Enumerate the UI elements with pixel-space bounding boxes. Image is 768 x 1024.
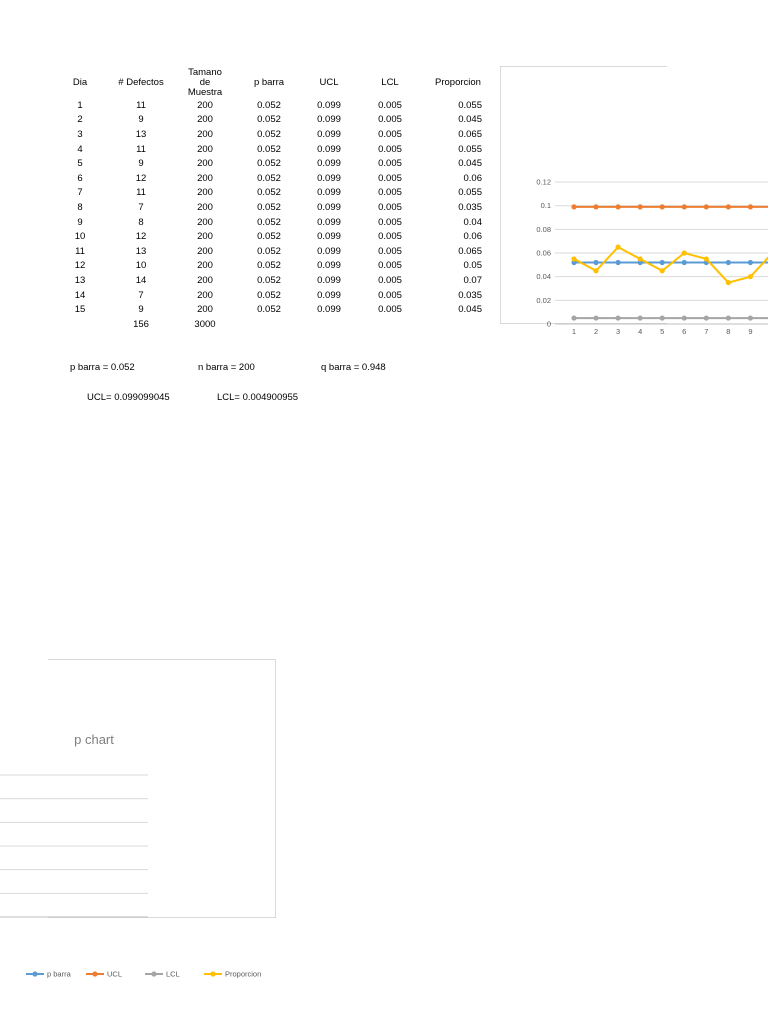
table-cell[interactable]: 0.052 xyxy=(257,114,281,126)
y-tick-label: 0.1 xyxy=(540,201,551,211)
table-cell[interactable]: 0.005 xyxy=(378,143,402,155)
table-cell[interactable]: 8 xyxy=(138,216,144,228)
data-point[interactable] xyxy=(593,260,598,265)
plot-group xyxy=(536,139,768,386)
data-point[interactable] xyxy=(726,260,731,265)
table-row xyxy=(62,127,482,142)
table-cell[interactable]: 14 xyxy=(135,274,147,286)
table-cell[interactable]: 2 xyxy=(77,114,83,126)
table-row xyxy=(62,302,482,317)
table-cell[interactable]: 12 xyxy=(74,260,86,272)
data-point[interactable] xyxy=(571,315,576,320)
table-cell[interactable]: 0.099 xyxy=(317,304,341,316)
y-tick-label: 0.04 xyxy=(536,272,551,282)
table-cell[interactable]: 0.005 xyxy=(378,216,402,228)
table-cell[interactable]: 0.04 xyxy=(463,216,482,228)
p-chart-part-2 xyxy=(47,660,276,979)
table-row xyxy=(62,113,482,128)
table-cell[interactable]: 14 xyxy=(74,289,86,301)
data-point[interactable] xyxy=(638,256,643,261)
table-cell[interactable]: 0.099 xyxy=(317,245,341,257)
table-cell[interactable]: 200 xyxy=(197,274,213,286)
table-cell[interactable] xyxy=(434,317,482,332)
table-cell[interactable]: 0.005 xyxy=(378,128,402,140)
table-cell[interactable]: 8 xyxy=(77,201,83,213)
table-cell[interactable]: 0.065 xyxy=(458,128,482,140)
legend-label: p barra xyxy=(47,969,71,979)
p-barra-calc: p barra = 0.052 xyxy=(70,362,135,373)
data-point[interactable] xyxy=(748,274,753,279)
data-point[interactable] xyxy=(748,315,753,320)
data-point[interactable] xyxy=(616,260,621,265)
table-cell[interactable]: 1 xyxy=(77,99,83,111)
chart-panel-left[interactable] xyxy=(47,659,276,979)
table-cell[interactable]: 0.005 xyxy=(378,231,402,243)
n-barra-calc: n barra = 200 xyxy=(198,362,255,373)
table-cell[interactable]: 200 xyxy=(197,128,213,140)
table-cell[interactable]: 0.052 xyxy=(257,231,281,243)
table-cell[interactable]: 156 xyxy=(133,318,149,330)
legend-marker xyxy=(92,971,97,976)
table-cell[interactable]: 3 xyxy=(77,128,83,140)
table-cell[interactable]: 12 xyxy=(135,172,147,184)
plot-group xyxy=(0,732,261,979)
table-cell[interactable]: 200 xyxy=(197,245,213,257)
header-tamano: Tamano de Muestra xyxy=(187,67,223,98)
table-row xyxy=(62,186,482,201)
legend-marker xyxy=(151,971,156,976)
table-header-row xyxy=(62,68,482,98)
data-point[interactable] xyxy=(748,204,753,209)
table-cell[interactable]: 0.05 xyxy=(463,260,482,272)
table-cell[interactable]: 0.052 xyxy=(257,143,281,155)
chart-panel-right[interactable] xyxy=(500,66,753,336)
data-point[interactable] xyxy=(660,315,665,320)
table-cell[interactable] xyxy=(312,317,346,332)
table-cell[interactable]: 0.005 xyxy=(378,245,402,257)
table-body xyxy=(62,98,482,332)
table-cell[interactable]: 200 xyxy=(197,187,213,199)
table-cell[interactable]: 0.052 xyxy=(257,172,281,184)
table-cell[interactable]: 13 xyxy=(135,128,147,140)
table-cell[interactable]: 0.052 xyxy=(257,216,281,228)
data-point[interactable] xyxy=(682,260,687,265)
x-tick-label: 9 xyxy=(748,327,753,336)
table-cell[interactable]: 10 xyxy=(135,260,147,272)
data-point[interactable] xyxy=(726,204,731,209)
legend-label: Proporcion xyxy=(225,969,262,979)
table-cell[interactable]: 7 xyxy=(77,187,83,199)
table-cell[interactable] xyxy=(226,317,312,332)
data-point[interactable] xyxy=(593,315,598,320)
table-cell[interactable]: 0.099 xyxy=(317,99,341,111)
table-row xyxy=(62,259,482,274)
table-cell[interactable]: 9 xyxy=(138,114,144,126)
table-cell[interactable]: 10 xyxy=(74,231,86,243)
table-cell[interactable]: 0.099 xyxy=(317,172,341,184)
table-cell[interactable]: 11 xyxy=(136,143,146,155)
table-cell[interactable]: 200 xyxy=(197,201,213,213)
y-tick-label: 0.02 xyxy=(536,295,551,305)
table-cell[interactable]: 0.005 xyxy=(378,187,402,199)
table-cell[interactable]: 13 xyxy=(135,245,147,257)
x-tick-label: 2 xyxy=(593,327,599,336)
data-point[interactable] xyxy=(571,256,576,261)
header-dia: Dia xyxy=(72,77,88,88)
data-point[interactable] xyxy=(682,315,687,320)
table-cell[interactable]: 0.099 xyxy=(317,274,341,286)
data-point[interactable] xyxy=(748,260,753,265)
legend-label: LCL xyxy=(166,969,180,979)
table-cell[interactable]: 200 xyxy=(197,114,213,126)
table-cell[interactable]: 0.052 xyxy=(257,260,281,272)
table-cell[interactable]: 0.052 xyxy=(257,289,281,301)
table-cell[interactable]: 0.052 xyxy=(257,201,281,213)
table-cell[interactable]: 0.06 xyxy=(463,231,482,243)
table-cell[interactable]: 0.005 xyxy=(378,260,402,272)
table-cell[interactable]: 12 xyxy=(135,231,147,243)
table-cell[interactable]: 0.035 xyxy=(458,289,482,301)
table-cell[interactable]: 0.052 xyxy=(257,245,281,257)
table-row xyxy=(62,200,482,215)
data-point[interactable] xyxy=(660,268,665,273)
table-cell[interactable]: 9 xyxy=(138,304,144,316)
table-cell[interactable]: 7 xyxy=(138,201,144,213)
table-cell[interactable]: 0.099 xyxy=(317,260,341,272)
data-point[interactable] xyxy=(616,245,621,250)
table-cell[interactable]: 0.052 xyxy=(257,128,281,140)
table-cell[interactable]: 200 xyxy=(197,158,213,170)
table-cell[interactable]: 0.005 xyxy=(378,304,402,316)
table-cell[interactable]: 0.099 xyxy=(317,201,341,213)
table-cell[interactable]: 11 xyxy=(136,187,146,199)
table-cell[interactable]: 0.005 xyxy=(378,114,402,126)
table-cell[interactable]: 200 xyxy=(197,260,213,272)
chart-title: p chart xyxy=(74,732,114,747)
table-cell[interactable]: 9 xyxy=(77,216,83,228)
table-cell[interactable]: 0.065 xyxy=(458,245,482,257)
x-tick-label: 8 xyxy=(726,327,731,336)
table-cell[interactable]: 0.055 xyxy=(458,99,482,111)
table-row xyxy=(62,142,482,157)
table-cell[interactable]: 200 xyxy=(197,172,213,184)
table-cell[interactable]: 0.005 xyxy=(378,158,402,170)
table-cell[interactable]: 11 xyxy=(75,245,85,257)
table-cell[interactable]: 0.099 xyxy=(317,231,341,243)
header-p-barra: p barra xyxy=(253,77,285,88)
table-cell[interactable]: 0.06 xyxy=(463,172,482,184)
x-tick-label: 5 xyxy=(660,327,665,336)
table-cell[interactable]: 200 xyxy=(197,99,213,111)
table-cell[interactable]: 0.005 xyxy=(378,289,402,301)
lcl-calc: LCL= 0.004900955 xyxy=(217,392,299,403)
table-cell[interactable]: 11 xyxy=(136,99,146,111)
p-chart-part-1 xyxy=(501,67,753,336)
data-point[interactable] xyxy=(726,280,731,285)
data-point[interactable] xyxy=(638,204,643,209)
table-cell[interactable]: 0.045 xyxy=(458,304,482,316)
y-tick-label: 0.12 xyxy=(536,177,551,187)
data-point[interactable] xyxy=(616,315,621,320)
table-cell[interactable]: 13 xyxy=(74,274,86,286)
y-tick-label: 0.06 xyxy=(536,248,551,258)
ucl-calc: UCL= 0.099099045 xyxy=(87,392,170,403)
table-cell[interactable]: 0.035 xyxy=(458,201,482,213)
header-defectos: # Defectos xyxy=(118,77,164,88)
data-point[interactable] xyxy=(726,315,731,320)
table-row xyxy=(62,244,482,259)
data-point[interactable] xyxy=(660,260,665,265)
table-cell[interactable] xyxy=(346,317,434,332)
data-point[interactable] xyxy=(660,204,665,209)
table-cell[interactable]: 6 xyxy=(77,172,83,184)
y-tick-label: 0 xyxy=(546,319,551,329)
legend-label: UCL xyxy=(107,969,123,979)
table-cell[interactable]: 0.099 xyxy=(317,114,341,126)
data-table xyxy=(62,68,482,332)
table-cell[interactable]: 0.052 xyxy=(257,187,281,199)
table-row xyxy=(62,229,482,244)
totals-row xyxy=(62,317,482,332)
table-cell[interactable]: 5 xyxy=(77,158,83,170)
legend-marker xyxy=(210,971,215,976)
q-barra-calc: q barra = 0.948 xyxy=(321,362,386,373)
x-tick-label: 3 xyxy=(616,327,621,336)
x-tick-label: 6 xyxy=(682,327,687,336)
table-row xyxy=(62,98,482,113)
table-cell[interactable]: 0.099 xyxy=(317,289,341,301)
data-point[interactable] xyxy=(704,256,709,261)
table-cell[interactable]: 4 xyxy=(77,143,83,155)
table-cell[interactable]: 0.099 xyxy=(317,158,341,170)
data-point[interactable] xyxy=(682,204,687,209)
header-ucl: UCL xyxy=(319,77,339,88)
table-row xyxy=(62,156,482,171)
table-cell[interactable]: 0.099 xyxy=(317,187,341,199)
table-row xyxy=(62,288,482,303)
data-point[interactable] xyxy=(616,204,621,209)
table-cell[interactable]: 0.052 xyxy=(257,99,281,111)
x-tick-label: 4 xyxy=(638,327,643,336)
data-point[interactable] xyxy=(571,204,576,209)
table-cell[interactable]: 0.07 xyxy=(463,274,482,286)
y-tick-label: 0.08 xyxy=(536,224,551,234)
table-cell[interactable]: 0.005 xyxy=(378,201,402,213)
header-lcl: LCL xyxy=(381,77,399,88)
data-point[interactable] xyxy=(704,315,709,320)
table-cell[interactable]: 0.055 xyxy=(458,187,482,199)
table-cell[interactable]: 0.005 xyxy=(378,274,402,286)
table-cell[interactable]: 0.055 xyxy=(458,143,482,155)
table-cell[interactable]: 200 xyxy=(197,289,213,301)
data-point[interactable] xyxy=(704,204,709,209)
table-cell[interactable]: 200 xyxy=(197,304,213,316)
table-cell[interactable]: 0.099 xyxy=(317,143,341,155)
table-cell[interactable]: 0.052 xyxy=(257,158,281,170)
table-cell[interactable]: 200 xyxy=(197,231,213,243)
legend-marker xyxy=(32,971,37,976)
data-point[interactable] xyxy=(593,204,598,209)
table-cell[interactable]: 0.045 xyxy=(458,158,482,170)
table-cell[interactable]: 0.052 xyxy=(257,274,281,286)
table-cell[interactable]: 3000 xyxy=(194,318,216,330)
x-tick-label: 7 xyxy=(704,327,709,336)
table-cell[interactable]: 200 xyxy=(197,143,213,155)
table-cell[interactable]: 0.052 xyxy=(257,304,281,316)
data-point[interactable] xyxy=(682,250,687,255)
table-cell[interactable]: 9 xyxy=(138,158,144,170)
table-cell[interactable]: 15 xyxy=(74,304,86,316)
table-cell[interactable]: 0.099 xyxy=(317,128,341,140)
data-point[interactable] xyxy=(638,315,643,320)
table-cell[interactable] xyxy=(62,317,98,332)
table-cell[interactable]: 200 xyxy=(197,216,213,228)
table-cell[interactable]: 0.099 xyxy=(317,216,341,228)
data-point[interactable] xyxy=(593,268,598,273)
table-cell[interactable]: 0.005 xyxy=(378,99,402,111)
x-tick-label: 1 xyxy=(571,327,577,336)
table-cell[interactable]: 0.045 xyxy=(458,114,482,126)
table-row xyxy=(62,273,482,288)
header-proporcion: Proporcion xyxy=(435,77,481,88)
table-row xyxy=(62,215,482,230)
table-cell[interactable]: 7 xyxy=(138,289,144,301)
table-cell[interactable]: 0.005 xyxy=(378,172,402,184)
table-row xyxy=(62,171,482,186)
